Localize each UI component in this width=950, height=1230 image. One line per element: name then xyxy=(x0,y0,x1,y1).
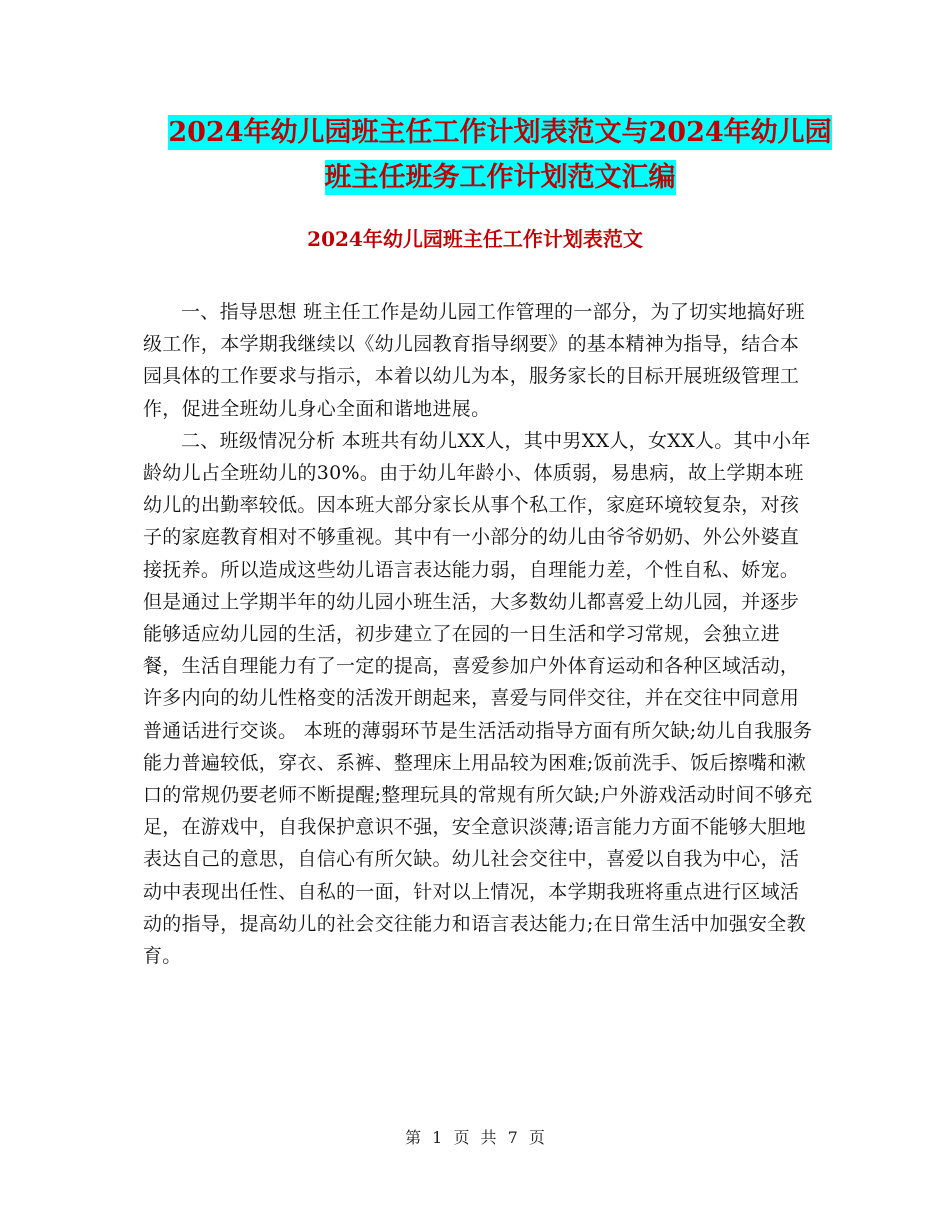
paragraph-guiding-ideology: 一、指导思想 班主任工作是幼儿园工作管理的一部分，为了切实地搞好班级工作，本学期我继续以《幼儿园教育指导纲要》的基本精神为指导，结合本园具体的工作要求与指示，本着以幼儿为本，服务家长的目标开展班级管理工作，促进全班幼儿身心全面和谐地进展。 xyxy=(143,301,805,420)
document-title-line-2: 班主任班务工作计划范文汇编 xyxy=(324,162,676,193)
paragraph-class-analysis: 二、班级情况分析 本班共有幼儿XX人，其中男XX人，女XX人。其中小年龄幼儿占全班幼儿的30%。由于幼儿年龄小、体质弱，易患病，故上学期本班幼儿的出勤率较低。因本班大部分家长从事个私工作，家庭环境较复杂，对孩子的家庭教育相对不够重视。其中有一小部分的幼儿由爷爷奶奶、外公外婆直接抚养。所以造成这些幼儿语言表达能力弱，自理能力差，个性自私、娇宠。 但是通过上学期半年的幼儿园小班生活，大多数幼儿都喜爱上幼儿园，并逐步能够适应幼儿园的生活，初步建立了在园的一日生活和学习常规，会独立进餐，生活自理能力有了一定的提高，喜爱参加户外体育运动和各种区域活动，许多内向的幼儿性格变的活泼开朗起来，喜爱与同伴交往，并在交往中同意用普通话进行交谈。 本班的薄弱环节是生活活动指导方面有所欠缺;幼儿自我服务能力普遍较低，穿衣、系裤、整理床上用品较为困难;饭前洗手、饭后擦嘴和漱口的常规仍要老师不断提醒;整理玩具的常规有所欠缺;户外游戏活动时间不够充足，在游戏中，自我保护意识不强，安全意识淡薄;语言能力方面不能够大胆地表达自己的意思，自信心有所欠缺。幼儿社会交往中，喜爱以自我为中心，活动中表现出任性、自私的一面，针对以上情况，本学期我班将重点进行区域活动的指导，提高幼儿的社会交往能力和语言表达能力;在日常生活中加强安全教育。 xyxy=(143,429,813,968)
document-title xyxy=(150,110,850,200)
page-number: 第 1 页 共 7 页 xyxy=(405,1128,545,1147)
document-body xyxy=(143,296,813,972)
section-title: 2024年幼儿园班主任工作计划表范文 xyxy=(307,227,643,251)
document-title-line-1: 2024年幼儿园班主任工作计划表范文与2024年幼儿园 xyxy=(168,117,832,148)
